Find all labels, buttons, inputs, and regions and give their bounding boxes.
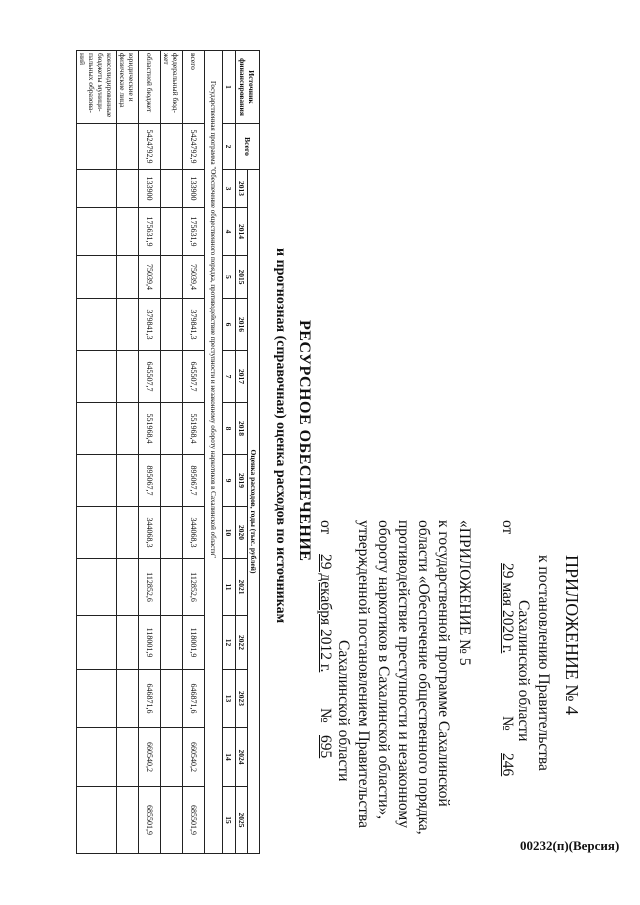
row-value bbox=[77, 256, 117, 299]
row-value bbox=[77, 170, 117, 208]
program-appendix-line-4: обороту наркотиков в Сахалинской области», bbox=[375, 520, 392, 820]
resource-table bbox=[76, 50, 260, 854]
column-number: 8 bbox=[223, 403, 236, 455]
table-row bbox=[117, 51, 139, 854]
row-total: 5424792,9 bbox=[183, 124, 205, 170]
row-value bbox=[117, 208, 139, 256]
document-title: РЕСУРСНОЕ ОБЕСПЕЧЕНИЕ bbox=[296, 320, 313, 562]
row-source: всего bbox=[183, 51, 205, 124]
row-value bbox=[77, 728, 117, 787]
row-value: 112852,6 bbox=[139, 559, 161, 616]
table-row bbox=[161, 51, 183, 854]
row-value: 344068,3 bbox=[183, 507, 205, 559]
decree-line-1: к постановлению Правительства bbox=[535, 555, 552, 771]
row-value: 344068,3 bbox=[139, 507, 161, 559]
row-value bbox=[117, 299, 139, 351]
footer-code: 00232(п)(Версия) bbox=[520, 838, 620, 853]
row-value: 685501,9 bbox=[183, 787, 205, 854]
row-value bbox=[117, 403, 139, 455]
column-number: 2 bbox=[223, 124, 236, 170]
row-value: 895067,7 bbox=[139, 455, 161, 507]
header-year: 2013 bbox=[236, 170, 248, 208]
row-value: 685501,9 bbox=[139, 787, 161, 854]
row-value bbox=[161, 728, 183, 787]
header-year: 2015 bbox=[236, 256, 248, 299]
row-value bbox=[117, 728, 139, 787]
row-value bbox=[77, 616, 117, 670]
row-value: 118001,9 bbox=[183, 616, 205, 670]
row-value bbox=[77, 299, 117, 351]
program-number-label: № bbox=[317, 707, 334, 723]
row-value bbox=[77, 670, 117, 728]
row-total: 5424792,9 bbox=[139, 124, 161, 170]
row-value bbox=[77, 208, 117, 256]
program-date: 29 декабря 2012 г. bbox=[317, 554, 334, 673]
header-year: 2025 bbox=[236, 787, 248, 854]
row-value: 175631,9 bbox=[183, 208, 205, 256]
program-number: 695 bbox=[317, 735, 334, 759]
decree-date: 29 мая 2020 г. bbox=[499, 563, 516, 654]
row-value: 133900 bbox=[139, 170, 161, 208]
row-value bbox=[161, 208, 183, 256]
column-number: 6 bbox=[223, 299, 236, 351]
row-value bbox=[161, 787, 183, 854]
row-value bbox=[77, 559, 117, 616]
row-value: 646871,6 bbox=[139, 670, 161, 728]
column-number: 11 bbox=[223, 559, 236, 616]
document-subtitle: и прогнозная (справочная) оценка расходов по источникам bbox=[273, 248, 288, 624]
column-number: 3 bbox=[223, 170, 236, 208]
program-appendix-line-1: к государственной программе Сахалинской bbox=[435, 520, 452, 807]
row-value bbox=[161, 455, 183, 507]
row-value: 660540,2 bbox=[139, 728, 161, 787]
column-number: 4 bbox=[223, 208, 236, 256]
column-number: 10 bbox=[223, 507, 236, 559]
row-value: 133900 bbox=[183, 170, 205, 208]
row-value bbox=[77, 787, 117, 854]
column-number: 5 bbox=[223, 256, 236, 299]
row-source: юридические и физические лица bbox=[117, 51, 139, 124]
row-value bbox=[117, 616, 139, 670]
number-label: № bbox=[499, 715, 516, 731]
row-value: 551968,4 bbox=[183, 403, 205, 455]
row-value: 646871,6 bbox=[183, 670, 205, 728]
row-value bbox=[77, 351, 117, 403]
row-value bbox=[161, 616, 183, 670]
header-year: 2014 bbox=[236, 208, 248, 256]
header-year: 2017 bbox=[236, 351, 248, 403]
program-appendix-title: «ПРИЛОЖЕНИЕ № 5 bbox=[456, 520, 473, 666]
header-total: Всего bbox=[236, 124, 260, 170]
row-total bbox=[161, 124, 183, 170]
row-source: федеральный бюд-жет bbox=[161, 51, 183, 124]
column-number: 14 bbox=[223, 728, 236, 787]
header-year: 2019 bbox=[236, 455, 248, 507]
program-appendix-line-2: области «Обеспечение общественного порядка, bbox=[415, 520, 432, 835]
row-value: 118001,9 bbox=[139, 616, 161, 670]
column-number: 7 bbox=[223, 351, 236, 403]
row-value bbox=[117, 507, 139, 559]
decree-number: 246 bbox=[499, 753, 516, 777]
row-value bbox=[161, 351, 183, 403]
program-appendix-line-6: Сахалинской области bbox=[335, 640, 352, 782]
row-value bbox=[117, 351, 139, 403]
row-value bbox=[117, 559, 139, 616]
column-number: 13 bbox=[223, 670, 236, 728]
row-value: 551968,4 bbox=[139, 403, 161, 455]
row-value bbox=[161, 559, 183, 616]
row-source: областной бюджет bbox=[139, 51, 161, 124]
header-year: 2024 bbox=[236, 728, 248, 787]
row-value bbox=[77, 403, 117, 455]
row-value bbox=[117, 170, 139, 208]
row-value: 660540,2 bbox=[183, 728, 205, 787]
row-value: 895067,7 bbox=[183, 455, 205, 507]
row-value: 175631,9 bbox=[139, 208, 161, 256]
row-value: 379841,3 bbox=[139, 299, 161, 351]
row-total bbox=[117, 124, 139, 170]
row-value bbox=[161, 670, 183, 728]
row-value: 645507,7 bbox=[139, 351, 161, 403]
row-value bbox=[161, 170, 183, 208]
header-years-group: Оценка расходов, годы (тыс. рублей) bbox=[248, 170, 260, 854]
program-date-line bbox=[316, 520, 334, 767]
row-value bbox=[117, 455, 139, 507]
header-source: Источник финансирования bbox=[236, 51, 260, 124]
row-value bbox=[77, 455, 117, 507]
header-year: 2021 bbox=[236, 559, 248, 616]
appendix-title: ПРИЛОЖЕНИЕ № 4 bbox=[562, 555, 582, 716]
row-value bbox=[161, 403, 183, 455]
column-number: 12 bbox=[223, 616, 236, 670]
table-row bbox=[77, 51, 117, 854]
decree-date-line bbox=[498, 520, 516, 795]
header-year: 2020 bbox=[236, 507, 248, 559]
row-value: 75039,4 bbox=[183, 256, 205, 299]
row-total bbox=[77, 124, 117, 170]
column-number: 15 bbox=[223, 787, 236, 854]
row-value bbox=[161, 256, 183, 299]
row-value: 645507,7 bbox=[183, 351, 205, 403]
from-label: от bbox=[499, 520, 516, 535]
column-number: 1 bbox=[223, 51, 236, 124]
table-row bbox=[139, 51, 161, 854]
row-value bbox=[117, 256, 139, 299]
row-value: 112852,6 bbox=[183, 559, 205, 616]
program-from-label: от bbox=[317, 520, 334, 535]
row-value: 75039,4 bbox=[139, 256, 161, 299]
header-year: 2022 bbox=[236, 616, 248, 670]
decree-line-2: Сахалинской области bbox=[515, 600, 532, 742]
program-appendix-line-3: противодействие преступности и незаконному bbox=[395, 520, 412, 828]
table-row bbox=[183, 51, 205, 854]
row-source: консолидированные бюджеты муници-пальных образова-ний bbox=[77, 51, 117, 124]
row-value bbox=[117, 670, 139, 728]
column-number: 9 bbox=[223, 455, 236, 507]
row-value bbox=[161, 299, 183, 351]
row-value: 379841,3 bbox=[183, 299, 205, 351]
header-year: 2018 bbox=[236, 403, 248, 455]
header-year: 2016 bbox=[236, 299, 248, 351]
row-value bbox=[161, 507, 183, 559]
row-value bbox=[117, 787, 139, 854]
header-year: 2023 bbox=[236, 670, 248, 728]
program-appendix-line-5: утвержденной постановлением Правительства bbox=[355, 520, 372, 828]
row-value bbox=[77, 507, 117, 559]
program-row: Государственная программа "Обеспечение общественного порядка, противодействие преступности и незаконному обороту наркотиков в Сахалинской области" bbox=[205, 51, 223, 854]
